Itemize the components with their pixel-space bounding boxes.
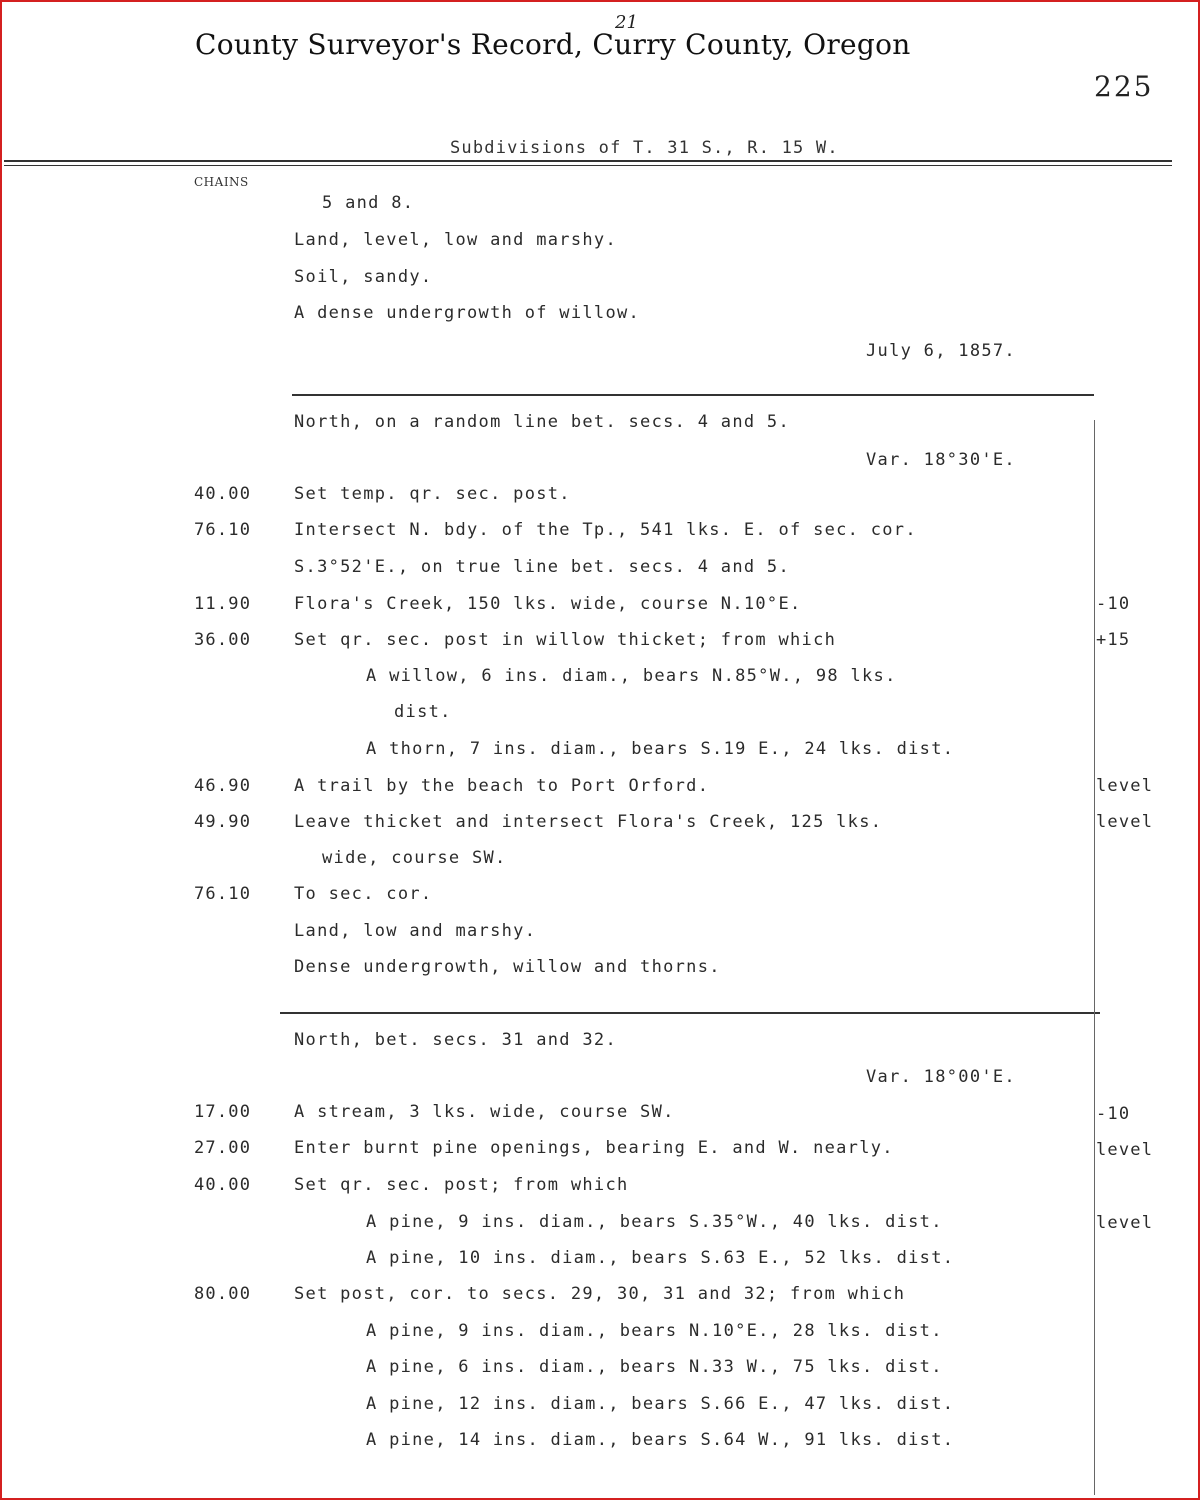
margin-note: level [1096,1213,1154,1233]
section1-line: 5 and 8. [322,193,415,213]
entry-text: Set post, cor. to secs. 29, 30, 31 and 32; from which [294,1284,906,1304]
section1-line: A dense undergrowth of willow. [294,303,641,323]
chain-value: 76.10 [194,520,252,540]
entry-text: Set qr. sec. post in willow thicket; from which [294,630,837,650]
section-divider [280,1012,1100,1014]
handwritten-note: 21 [615,12,638,33]
entry-text: A pine, 12 ins. diam., bears S.66 E., 47 lks. dist. [366,1394,955,1414]
section3-heading: North, bet. secs. 31 and 32. [294,1030,617,1050]
margin-note: +15 [1096,630,1131,650]
entry-text: Dense undergrowth, willow and thorns. [294,957,721,977]
section1-line: Soil, sandy. [294,267,433,287]
section3-variation: Var. 18°00'E. [866,1067,1016,1087]
entry-text: Intersect N. bdy. of the Tp., 541 lks. E. of sec. cor. [294,520,917,540]
entry-text: dist. [394,702,452,722]
chain-value: 40.00 [194,484,252,504]
margin-rule [1094,420,1095,1495]
section-divider [292,394,1094,396]
entry-text: A pine, 14 ins. diam., bears S.64 W., 91 lks. dist. [366,1430,955,1450]
margin-note: level [1096,776,1154,796]
chain-value: 27.00 [194,1138,252,1158]
chain-value: 80.00 [194,1284,252,1304]
entry-text: S.3°52'E., on true line bet. secs. 4 and 5. [294,557,790,577]
entry-text: A willow, 6 ins. diam., bears N.85°W., 98 lks. [366,666,897,686]
entry-text: wide, course SW. [322,848,507,868]
entry-text: A stream, 3 lks. wide, course SW. [294,1102,675,1122]
page-number: 225 [1094,70,1154,103]
entry-text: Set temp. qr. sec. post. [294,484,571,504]
header-rule-bottom [4,165,1172,166]
margin-note: level [1096,1140,1154,1160]
chain-value: 17.00 [194,1102,252,1122]
entry-text: A pine, 9 ins. diam., bears N.10°E., 28 lks. dist. [366,1321,943,1341]
entry-text: A pine, 6 ins. diam., bears N.33 W., 75 lks. dist. [366,1357,943,1377]
subtitle: Subdivisions of T. 31 S., R. 15 W. [450,138,839,158]
section1-line: Land, level, low and marshy. [294,230,617,250]
header-rule-top [4,160,1172,162]
margin-note: -10 [1096,594,1131,614]
entry-text: Enter burnt pine openings, bearing E. and W. nearly. [294,1138,894,1158]
chains-column-label: CHAINS [194,175,249,189]
section2-variation: Var. 18°30'E. [866,450,1016,470]
chain-value: 46.90 [194,776,252,796]
chain-value: 40.00 [194,1175,252,1195]
entry-text: Land, low and marshy. [294,921,537,941]
entry-text: To sec. cor. [294,884,433,904]
entry-text: A trail by the beach to Port Orford. [294,776,710,796]
entry-text: Flora's Creek, 150 lks. wide, course N.10°E. [294,594,802,614]
record-title: County Surveyor's Record, Curry County, Oregon [195,28,911,61]
entry-text: Leave thicket and intersect Flora's Creek, 125 lks. [294,812,883,832]
entry-text: Set qr. sec. post; from which [294,1175,629,1195]
entry-text: A pine, 10 ins. diam., bears S.63 E., 52 lks. dist. [366,1248,955,1268]
chain-value: 36.00 [194,630,252,650]
survey-date: July 6, 1857. [866,341,1016,361]
entry-text: A pine, 9 ins. diam., bears S.35°W., 40 lks. dist. [366,1212,943,1232]
entry-text: A thorn, 7 ins. diam., bears S.19 E., 24 lks. dist. [366,739,955,759]
section2-heading: North, on a random line bet. secs. 4 and 5. [294,412,790,432]
chain-value: 11.90 [194,594,252,614]
margin-note: -10 [1096,1104,1131,1124]
chain-value: 76.10 [194,884,252,904]
margin-note: level [1096,812,1154,832]
chain-value: 49.90 [194,812,252,832]
